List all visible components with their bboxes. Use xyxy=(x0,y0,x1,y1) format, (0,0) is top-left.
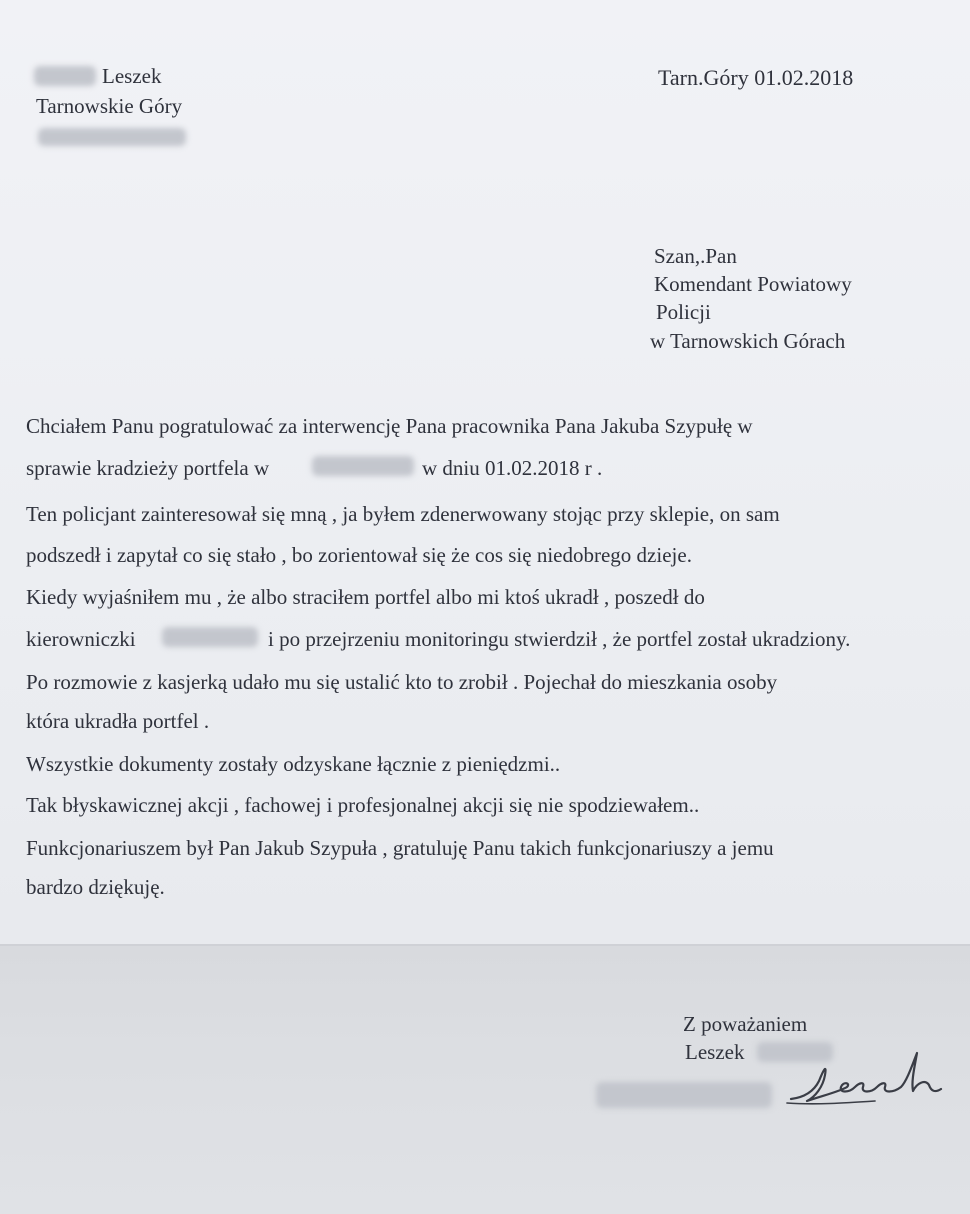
body-line-8: która ukradła portfel . xyxy=(26,709,210,733)
body-line-1: Chciałem Panu pogratulować za interwencję Pana pracownika Pana Jakuba Szypułę w xyxy=(26,414,753,438)
body-line-2b: w dniu 01.02.2018 r . xyxy=(422,456,603,480)
body-line-7: Po rozmowie z kasjerką udało mu się ustalić kto to zrobił . Pojechał do mieszkania osoby xyxy=(26,670,778,694)
closing-phrase: Z poważaniem xyxy=(683,1012,808,1036)
redacted-stamp xyxy=(596,1082,772,1108)
body-line-6b: i po przejrzeniu monitoringu stwierdził , że portfel został ukradziony. xyxy=(268,627,851,651)
closing-name: Leszek xyxy=(685,1040,745,1064)
signature-drawing xyxy=(785,1045,950,1107)
handwritten-signature xyxy=(785,1045,950,1112)
body-line-6a: kierowniczki xyxy=(26,627,136,651)
recipient-salutation: Szan,.Pan xyxy=(654,244,737,268)
recipient-title: Komendant Powiatowy xyxy=(654,272,852,296)
redacted-store-name xyxy=(312,456,414,476)
redacted-surname xyxy=(34,66,96,86)
body-line-11: Funkcjonariuszem był Pan Jakub Szypuła , gratuluję Panu takich funkcjonariuszy a jemu xyxy=(26,836,774,860)
body-line-3: Ten policjant zainteresował się mną , ja byłem zdenerwowany stojąc przy sklepie, on sam xyxy=(26,502,780,526)
body-line-5: Kiedy wyjaśniłem mu , że albo straciłem portfel albo mi ktoś ukradł , poszedł do xyxy=(26,585,705,609)
body-line-10: Tak błyskawicznej akcji , fachowej i profesjonalnej akcji się nie spodziewałem.. xyxy=(26,793,700,817)
recipient-location: w Tarnowskich Górach xyxy=(650,329,846,353)
body-line-2a: sprawie kradzieży portfela w xyxy=(26,456,270,480)
sender-name: Leszek xyxy=(102,64,162,88)
redacted-manager-name xyxy=(162,627,258,647)
sender-city: Tarnowskie Góry xyxy=(36,94,183,118)
redacted-address xyxy=(38,128,186,146)
body-line-9: Wszystkie dokumenty zostały odzyskane łącznie z pieniędzmi.. xyxy=(26,752,561,776)
body-line-4: podszedł i zapytał co się stało , bo zorientował się że cos się niedobrego dzieje. xyxy=(26,543,692,567)
recipient-institution: Policji xyxy=(656,300,711,324)
paper-fold xyxy=(0,944,970,946)
letter-date: Tarn.Góry 01.02.2018 xyxy=(658,65,854,90)
body-line-12: bardzo dziękuję. xyxy=(26,875,165,899)
